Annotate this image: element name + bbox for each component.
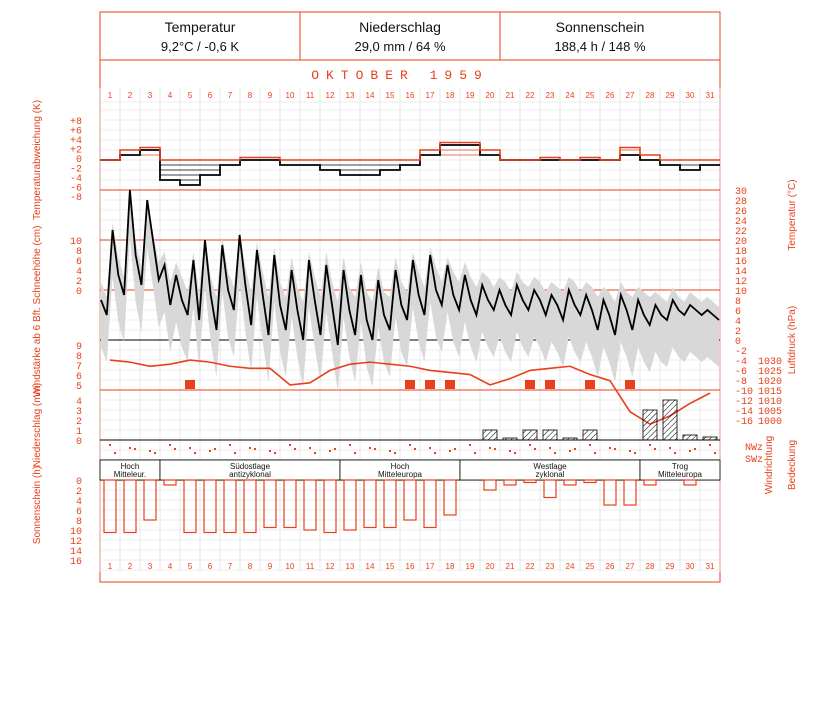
- axis-label-cloud: Bedeckung: [787, 439, 798, 491]
- day-label: 8: [247, 562, 253, 571]
- tick-label: -14: [735, 407, 754, 418]
- day-label: 6: [207, 562, 213, 571]
- tick-label: 1010: [758, 397, 783, 408]
- tick-label: -2: [735, 347, 748, 358]
- wind-dot: [609, 447, 611, 449]
- day-label: 4: [167, 562, 173, 571]
- cloud-dot: [174, 448, 176, 450]
- cloud-dot: [134, 448, 136, 450]
- tick-label: 16: [735, 257, 748, 268]
- precipitation-value: 29,0 mm / 64 %: [354, 39, 446, 54]
- wind-dot: [669, 447, 671, 449]
- wind-dot: [249, 447, 251, 449]
- sunshine-bar: [384, 480, 396, 528]
- weather-type-label: Hoch: [120, 462, 140, 471]
- day-label: 12: [325, 562, 335, 571]
- wind-dot: [709, 444, 711, 446]
- precipitation-bar: [523, 430, 537, 440]
- axis-label-wind-dir: Windrichtung: [764, 435, 775, 495]
- tick-label: 5: [75, 382, 82, 393]
- temperature-deviation: [100, 143, 720, 186]
- tick-label: 6: [75, 257, 82, 268]
- day-label: 16: [405, 562, 415, 571]
- cloud-dot: [234, 452, 236, 454]
- day-label: 17: [425, 562, 435, 571]
- precipitation-bar: [543, 430, 557, 440]
- wind-marker: [585, 380, 595, 389]
- weather-type-label: Mitteleur.: [113, 470, 147, 479]
- cloud-dot: [334, 448, 336, 450]
- sunshine-bar: [424, 480, 436, 528]
- sunshine-bar: [244, 480, 256, 533]
- tick-label: 2: [75, 417, 82, 428]
- cloud-dot: [674, 452, 676, 454]
- tick-label: 0: [75, 287, 82, 298]
- tick-label: +2: [69, 145, 82, 157]
- day-label: 19: [465, 562, 475, 571]
- day-label: 28: [645, 562, 655, 571]
- tick-label: 4: [75, 497, 82, 508]
- axis-label-sunshine: Sonnenschein (h): [32, 465, 43, 545]
- day-label: 2: [127, 562, 133, 571]
- day-label: 20: [485, 562, 495, 571]
- cloud-dot: [614, 448, 616, 450]
- tick-label: +8: [69, 117, 82, 128]
- sunshine-bar: [324, 480, 336, 533]
- tick-label: 22: [735, 227, 748, 238]
- precipitation-bar: [563, 438, 577, 440]
- wind-dot: [449, 450, 451, 452]
- sunshine-bar: [344, 480, 356, 530]
- cloud-dot: [634, 452, 636, 454]
- cloud-dot: [494, 448, 496, 450]
- tick-label: -6: [69, 183, 82, 195]
- tick-label: 3: [75, 407, 82, 418]
- sunshine-bar: [264, 480, 276, 528]
- tick-label: 28: [735, 197, 748, 208]
- day-label: 21: [505, 91, 515, 100]
- wind-dot: [389, 450, 391, 452]
- day-label: 25: [585, 91, 595, 100]
- cloud-dot: [574, 448, 576, 450]
- tick-label: 1: [75, 427, 82, 438]
- sunshine-bar: [584, 480, 596, 483]
- sunshine-value: 188,4 h / 148 %: [554, 39, 646, 54]
- day-label: 19: [465, 91, 475, 100]
- day-label: 6: [207, 91, 213, 100]
- sunshine-bar: [604, 480, 616, 505]
- day-label: 20: [485, 91, 495, 100]
- cloud-dot: [414, 448, 416, 450]
- wind-dot: [189, 447, 191, 449]
- wind-marker: [425, 380, 435, 389]
- wind-dot: [689, 450, 691, 452]
- right-tick-labels: [735, 187, 782, 466]
- day-label: 24: [565, 562, 575, 571]
- day-labels-top: [108, 91, 715, 100]
- tick-label: 9: [75, 342, 82, 353]
- tick-label: +6: [69, 126, 82, 138]
- wind-markers: [185, 380, 635, 389]
- day-label: 10: [285, 562, 295, 571]
- sunshine-bar: [644, 480, 656, 485]
- precipitation-bar: [683, 435, 697, 440]
- wind-dot: [569, 450, 571, 452]
- tick-label: 1005: [758, 407, 783, 418]
- cloud-dot: [694, 448, 696, 450]
- sunshine-bar: [304, 480, 316, 530]
- sunshine-title: Sonnenschein: [555, 19, 645, 35]
- wind-dot: [549, 447, 551, 449]
- wind-dot: [149, 450, 151, 452]
- weather-type-label: zyklonal: [535, 470, 565, 479]
- tick-label: 20: [735, 237, 748, 248]
- tick-label: 2: [75, 277, 82, 288]
- tick-label: 1025: [758, 367, 783, 378]
- weather-type-label: Südostlage: [229, 462, 271, 471]
- day-label: 18: [445, 91, 455, 100]
- sunshine-bar: [164, 480, 176, 485]
- wind-dot: [329, 450, 331, 452]
- tick-label: 8: [735, 297, 742, 308]
- tick-label: 6: [75, 372, 82, 383]
- temperature-value: 9,2°C / -0,6 K: [160, 39, 240, 54]
- cloud-dot: [454, 448, 456, 450]
- precipitation-bar: [583, 430, 597, 440]
- day-label: 7: [227, 91, 233, 100]
- cloud-dot: [714, 452, 716, 454]
- day-label: 10: [285, 91, 295, 100]
- weather-type-label: Trog: [671, 462, 689, 471]
- day-label: 22: [525, 562, 535, 571]
- tick-label: NWz: [745, 443, 764, 454]
- tick-label: 12: [69, 537, 82, 548]
- tick-label: 18: [735, 247, 748, 258]
- cloud-dot: [534, 448, 536, 450]
- weather-type-band: [100, 460, 720, 480]
- day-label: 12: [325, 91, 335, 100]
- day-label: 3: [147, 562, 153, 571]
- sunshine-bar: [184, 480, 196, 533]
- day-label: 1: [107, 91, 113, 100]
- weather-type-label: Westlage: [533, 462, 567, 471]
- day-label: 9: [267, 562, 273, 571]
- day-label: 15: [385, 91, 395, 100]
- left-tick-labels: [70, 117, 82, 568]
- tick-label: 7: [75, 362, 82, 373]
- cloud-dot: [434, 452, 436, 454]
- day-label: 26: [605, 562, 615, 571]
- sunshine-bar: [504, 480, 516, 485]
- axis-label-snow: Schneehöhe (cm): [32, 225, 43, 305]
- sunshine-bar: [124, 480, 136, 533]
- wind-dot: [509, 450, 511, 452]
- precipitation-bar: [663, 400, 677, 440]
- tick-label: 0: [75, 437, 82, 448]
- wind-marker: [405, 380, 415, 389]
- wind-dot: [169, 444, 171, 446]
- tick-label: SWz: [745, 455, 764, 466]
- cloud-dot: [254, 448, 256, 450]
- day-label: 31: [705, 91, 715, 100]
- day-label: 7: [227, 562, 233, 571]
- tick-label: 0: [735, 337, 742, 348]
- tick-label: 10: [69, 237, 82, 248]
- tick-label: -12: [735, 397, 754, 408]
- wind-dot: [409, 444, 411, 446]
- wind-dot: [349, 444, 351, 446]
- day-label: 27: [625, 562, 635, 571]
- cloud-dot: [474, 452, 476, 454]
- wind-marker: [445, 380, 455, 389]
- sunshine-bar: [204, 480, 216, 533]
- cloud-dot: [114, 452, 116, 454]
- tick-label: 1020: [758, 377, 783, 388]
- tick-label: 30: [735, 187, 748, 198]
- day-label: 24: [565, 91, 575, 100]
- day-label: 1: [107, 562, 113, 571]
- wind-dot: [109, 444, 111, 446]
- cloud-dot: [194, 452, 196, 454]
- day-label: 31: [705, 562, 715, 571]
- tick-label: 1030: [758, 357, 783, 368]
- day-label: 18: [445, 562, 455, 571]
- day-label: 9: [267, 91, 273, 100]
- tick-label: 8: [75, 352, 82, 363]
- day-label: 8: [247, 91, 253, 100]
- wind-dot: [229, 444, 231, 446]
- day-label: 21: [505, 562, 515, 571]
- tick-label: 2: [735, 327, 742, 338]
- axis-label-wind: Windstärke ab 6 Bft.: [32, 306, 43, 398]
- tick-label: 4: [735, 317, 742, 328]
- axis-label-temp-deviation: Temperaturabweichung (K): [32, 99, 43, 221]
- deviation-positive-line: [100, 143, 720, 161]
- day-label: 23: [545, 91, 555, 100]
- sunshine-bar: [564, 480, 576, 485]
- tick-label: 4: [75, 397, 82, 408]
- tick-label: 14: [69, 547, 82, 558]
- tick-label: -4: [69, 174, 82, 185]
- day-label: 26: [605, 91, 615, 100]
- tick-label: -4: [735, 357, 748, 368]
- wind-dot: [369, 447, 371, 449]
- wind-dot: [469, 444, 471, 446]
- day-label: 5: [187, 562, 193, 571]
- wind-dot: [129, 447, 131, 449]
- tick-label: -8: [735, 377, 748, 388]
- precipitation-bar: [503, 438, 517, 440]
- tick-label: 16: [69, 557, 82, 568]
- cloud-dot: [654, 448, 656, 450]
- day-label: 23: [545, 562, 555, 571]
- cloud-dot: [314, 452, 316, 454]
- tick-label: 26: [735, 207, 748, 218]
- wind-dot: [629, 450, 631, 452]
- cloud-dot: [214, 448, 216, 450]
- wind-dot: [289, 444, 291, 446]
- day-label: 14: [365, 91, 375, 100]
- day-label: 11: [305, 91, 315, 100]
- wind-marker: [185, 380, 195, 389]
- day-label: 15: [385, 562, 395, 571]
- cloud-dot: [514, 452, 516, 454]
- tick-label: -2: [69, 164, 82, 176]
- axis-label-pressure: Luftdruck (hPa): [787, 305, 798, 375]
- day-label: 17: [425, 91, 435, 100]
- day-label: 22: [525, 91, 535, 100]
- tick-label: 2: [75, 487, 82, 498]
- tick-label: 1015: [758, 387, 783, 398]
- cloud-dot: [554, 452, 556, 454]
- cloud-dot: [154, 452, 156, 454]
- tick-label: 0: [75, 155, 82, 166]
- wind-dot: [589, 444, 591, 446]
- wind-dot: [649, 444, 651, 446]
- wind-dot: [209, 450, 211, 452]
- wind-dot: [429, 447, 431, 449]
- day-label: 13: [345, 562, 355, 571]
- tick-label: 12: [735, 277, 748, 288]
- tick-label: -10: [735, 387, 754, 398]
- tick-label: -6: [735, 367, 748, 378]
- day-label: 30: [685, 562, 695, 571]
- cloud-dot: [594, 452, 596, 454]
- precipitation-bar: [483, 430, 497, 440]
- sunshine-bar: [484, 480, 496, 490]
- day-labels-bottom: [108, 562, 715, 571]
- wind-dot: [489, 447, 491, 449]
- tick-label: 1000: [758, 417, 783, 428]
- day-label: 2: [127, 91, 133, 100]
- sunshine-bar: [104, 480, 116, 533]
- cloud-dot: [394, 452, 396, 454]
- cloud-dot: [354, 452, 356, 454]
- weather-type-label: antizyklonal: [229, 470, 271, 479]
- tick-label: 6: [735, 307, 742, 318]
- day-label: 16: [405, 91, 415, 100]
- sunshine-bar: [684, 480, 696, 485]
- temperature-title: Temperatur: [164, 19, 236, 35]
- axis-label-temperature: Temperatur (°C): [787, 179, 798, 251]
- header: [100, 12, 720, 60]
- month-label: OKTOBER 1959: [311, 68, 489, 83]
- tick-label: 6: [75, 507, 82, 518]
- day-label: 29: [665, 562, 675, 571]
- sunshine-bar: [364, 480, 376, 528]
- tick-label: -16: [735, 417, 754, 428]
- wind-dot: [529, 444, 531, 446]
- wind-dot: [269, 450, 271, 452]
- day-label: 28: [645, 91, 655, 100]
- sunshine-bar: [284, 480, 296, 528]
- weather-type-label: Hoch: [390, 462, 410, 471]
- tick-label: 14: [735, 267, 748, 278]
- sunshine-bar: [624, 480, 636, 505]
- wind-marker: [625, 380, 635, 389]
- weather-type-label: Mitteleuropa: [657, 470, 703, 479]
- day-label: 3: [147, 91, 153, 100]
- day-label: 5: [187, 91, 193, 100]
- day-label: 4: [167, 91, 173, 100]
- tick-label: 0: [75, 477, 82, 488]
- tick-label: 4: [75, 267, 82, 278]
- precipitation-bar: [703, 437, 717, 440]
- tick-label: 10: [69, 527, 82, 538]
- day-label: 14: [365, 562, 375, 571]
- day-label: 13: [345, 91, 355, 100]
- precipitation-bar: [643, 410, 657, 440]
- wind-marker: [545, 380, 555, 389]
- wind-marker: [525, 380, 535, 389]
- cloud-dot: [374, 448, 376, 450]
- tick-label: -8: [69, 193, 82, 204]
- day-label: 25: [585, 562, 595, 571]
- wind-dot: [309, 447, 311, 449]
- tick-label: 10: [735, 287, 748, 298]
- tick-label: +4: [69, 136, 82, 147]
- tick-label: 8: [75, 247, 82, 258]
- sunshine-bar: [524, 480, 536, 483]
- precipitation-title: Niederschlag: [359, 19, 441, 35]
- day-label: 11: [305, 562, 315, 571]
- axis-label-precip: Niederschlag (mm): [32, 382, 43, 468]
- cloud-dot: [294, 448, 296, 450]
- sunshine-bar: [224, 480, 236, 533]
- day-label: 30: [685, 91, 695, 100]
- tick-label: 8: [75, 517, 82, 528]
- tick-label: 24: [735, 217, 748, 228]
- day-label: 29: [665, 91, 675, 100]
- cloud-dot: [274, 452, 276, 454]
- weather-type-label: Mitteleuropa: [377, 470, 423, 479]
- day-label: 27: [625, 91, 635, 100]
- sunshine-bar: [544, 480, 556, 498]
